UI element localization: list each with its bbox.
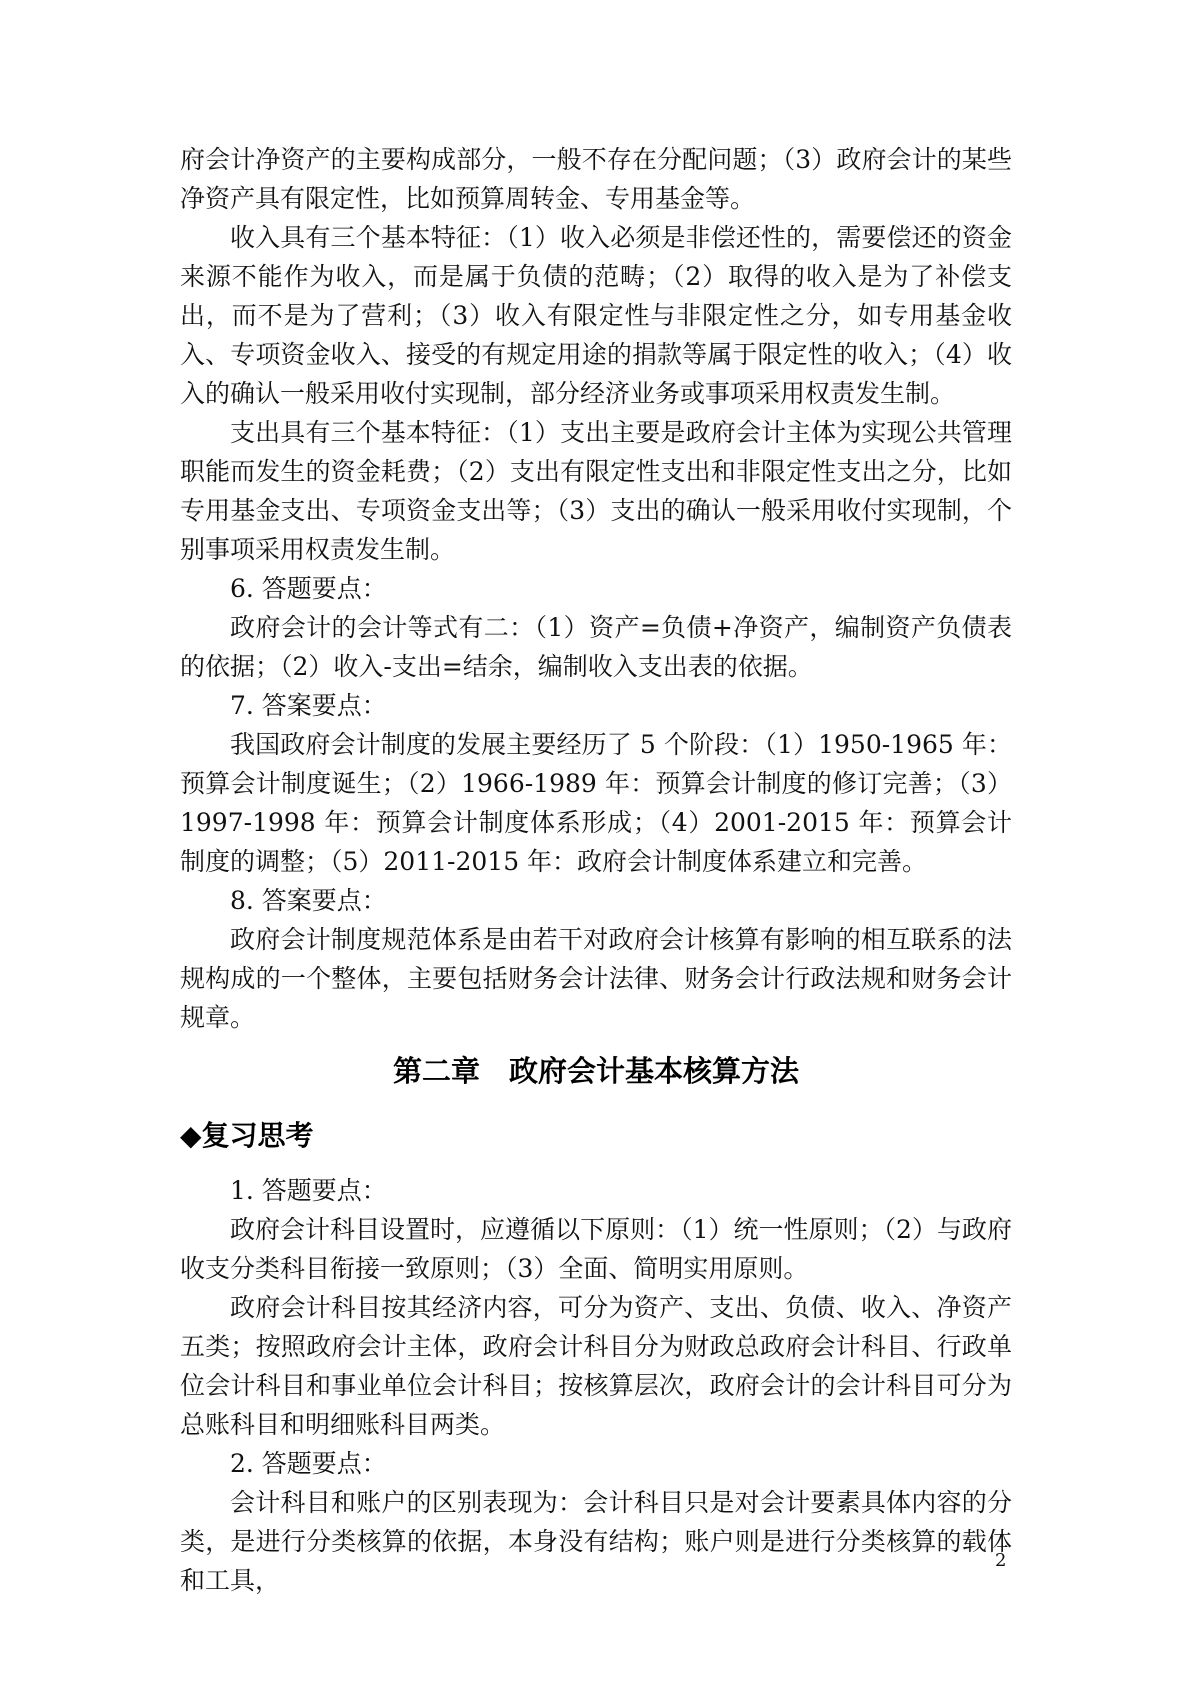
answer-heading: 8. 答案要点： — [230, 886, 387, 915]
paragraph: 政府会计科目设置时，应遵循以下原则：（1）统一性原则；（2）与政府收支分类科目衔接一致原则；（3）全面、简明实用原则。 — [180, 1215, 1012, 1283]
paragraph: 我国政府会计制度的发展主要经历了 5 个阶段：（1）1950-1965 年：预算会计制度诞生；（2）1966-1989 年：预算会计制度的修订完善；（3）1997-1998 年：预算会计制度体系形成；（4）2001-2015 年：预算会计制度的调整；（5）2011-2015 年：政府会计制度体系建立和完善。 — [180, 730, 1012, 876]
paragraph: 政府会计制度规范体系是由若干对政府会计核算有影响的相互联系的法规构成的一个整体，主要包括财务会计法律、财务会计行政法规和财务会计规章。 — [180, 925, 1012, 1032]
section-title: ◆复习思考 — [180, 1119, 314, 1152]
paragraph: 政府会计科目按其经济内容，可分为资产、支出、负债、收入、净资产五类；按照政府会计主体，政府会计科目分为财政总政府会计科目、行政单位会计科目和事业单位会计科目；按核算层次，政府会计的会计科目可分为总账科目和明细账科目两类。 — [180, 1293, 1012, 1439]
answer-heading: 2. 答题要点： — [230, 1449, 387, 1478]
paragraph: 支出具有三个基本特征：（1）支出主要是政府会计主体为实现公共管理职能而发生的资金耗费；（2）支出有限定性支出和非限定性支出之分，比如专用基金支出、专项资金支出等；（3）支出的确认一般采用收付实现制，个别事项采用权责发生制。 — [180, 418, 1012, 564]
page-number: 2 — [995, 1550, 1007, 1571]
document-page — [180, 140, 1012, 1600]
paragraph: 府会计净资产的主要构成部分，一般不存在分配问题；（3）政府会计的某些净资产具有限定性，比如预算周转金、专用基金等。 — [180, 145, 1012, 213]
answer-heading: 7. 答案要点： — [230, 691, 387, 720]
paragraph: 政府会计的会计等式有二：（1）资产=负债+净资产，编制资产负债表的依据；（2）收入-支出=结余，编制收入支出表的依据。 — [180, 613, 1012, 681]
answer-heading: 6. 答题要点： — [230, 574, 387, 603]
chapter-title: 第二章 政府会计基本核算方法 — [392, 1054, 799, 1088]
paragraph: 会计科目和账户的区别表现为：会计科目只是对会计要素具体内容的分类，是进行分类核算的依据，本身没有结构；账户则是进行分类核算的载体和工具， — [180, 1488, 1012, 1595]
answer-heading: 1. 答题要点： — [230, 1176, 387, 1205]
paragraph: 收入具有三个基本特征：（1）收入必须是非偿还性的，需要偿还的资金来源不能作为收入，而是属于负债的范畴；（2）取得的收入是为了补偿支出，而不是为了营利；（3）收入有限定性与非限定性之分，如专用基金收入、专项资金收入、接受的有规定用途的捐款等属于限定性的收入；（4）收入的确认一般采用收付实现制，部分经济业务或事项采用权责发生制。 — [180, 223, 1012, 408]
